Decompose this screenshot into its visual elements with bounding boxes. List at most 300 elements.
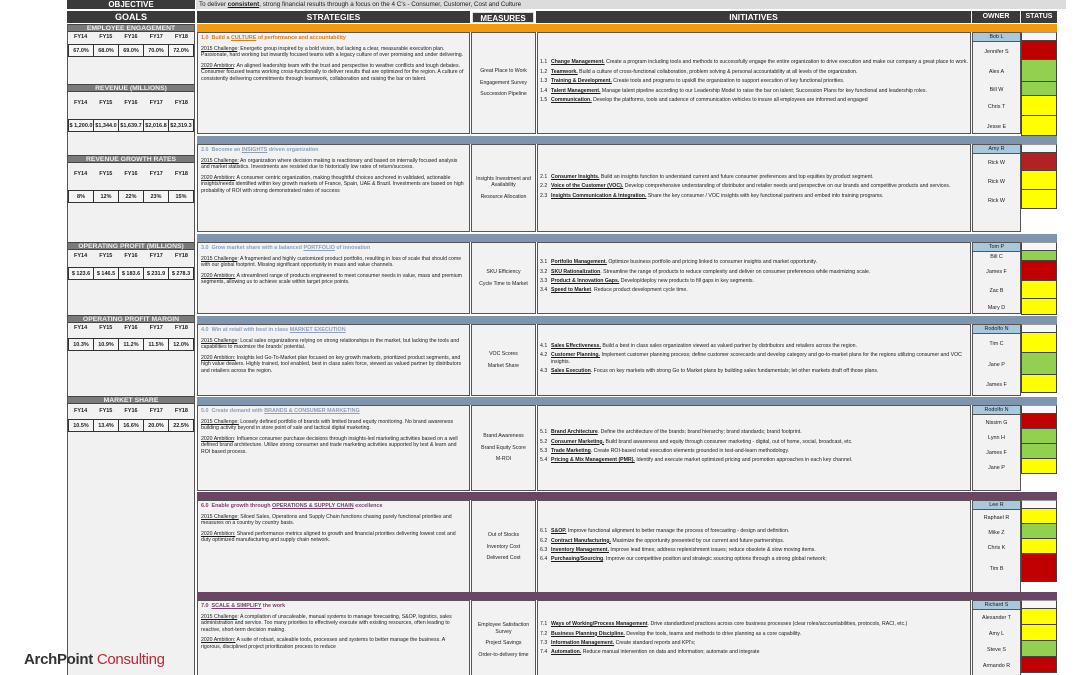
strategy-title-key: INSIGHTS xyxy=(241,147,268,153)
goal-value: $1,344.0 xyxy=(94,119,119,132)
initiative-owner: Steve S xyxy=(987,647,1006,653)
goal-values xyxy=(68,190,194,203)
measure-item: Brand Awareness xyxy=(483,433,524,440)
initiative-owner: Mike Z xyxy=(988,529,1005,536)
logo-archpoint: ArchPoint xyxy=(24,651,93,668)
goal-year: FY16 xyxy=(124,325,138,331)
initiative-title: Communication. xyxy=(551,97,592,104)
owner-header: OWNER xyxy=(972,11,1020,23)
measure-item: Employee Satisfaction Survey xyxy=(477,622,530,635)
measures-cell xyxy=(471,242,536,314)
initiative-item xyxy=(540,621,968,627)
goal-title: EMPLOYEE ENGAGEMENT xyxy=(68,24,194,32)
status-indicator-yellow xyxy=(1021,281,1057,299)
status-column xyxy=(1021,324,1057,393)
ambition-text: A suite of robust, scaleable tools, processes and systems to better manage the business. A rigorous, disciplined project prioritization process to reduce xyxy=(201,637,445,650)
initiative-owner: Alexander T xyxy=(982,615,1011,621)
strategy-title xyxy=(201,603,466,610)
measures-cell xyxy=(471,324,536,396)
initiative-item xyxy=(540,78,968,84)
initiative-owner: Rick W xyxy=(987,160,1006,166)
initiative-owner: Jane P xyxy=(988,362,1005,368)
goal-year: FY15 xyxy=(99,171,113,177)
goal-value: 10.5% xyxy=(68,419,94,432)
goal-year: FY16 xyxy=(124,34,138,40)
strategy-ambition xyxy=(201,436,466,456)
strategy-ambition xyxy=(201,63,466,83)
section-band xyxy=(197,234,1057,242)
initiatives-header: INITIATIVES xyxy=(536,11,971,23)
challenge-text: Siloed Sales, Operations and Supply Chain functions chasing purely functional priorities and measures on a country by country basis. xyxy=(201,513,452,527)
goal-year: FY17 xyxy=(149,253,163,259)
initiative-number: 6.1 xyxy=(540,528,548,535)
lead-owner: Rodolfo N xyxy=(973,325,1020,334)
status-indicator-red xyxy=(1021,554,1057,582)
initiative-number: 7.1 xyxy=(540,621,548,628)
goal-value: 20.0% xyxy=(144,419,169,432)
status-lead xyxy=(1021,242,1057,251)
goal-year: FY14 xyxy=(74,171,88,177)
goal-value: 10.3% xyxy=(68,338,94,351)
initiative-title: Information Management. xyxy=(551,640,615,646)
initiative-owner: Chris K xyxy=(987,544,1006,551)
challenge-label: 2015 Challenge: xyxy=(201,157,239,164)
initiative-item xyxy=(540,269,968,275)
initiative-text: Improve lead times; address replenishment issues; reduce obsolete & slow moving items. xyxy=(608,547,816,553)
initiative-text: . Define the architecture of the brands; brand hierarchy; brand standards; brand footprint. xyxy=(597,429,802,436)
status-indicator-green xyxy=(1021,641,1057,657)
goal-year: FY16 xyxy=(124,253,138,259)
challenge-label: 2015 Challenge xyxy=(201,613,238,620)
initiative-number: 3.4 xyxy=(540,287,548,294)
strategies-header: STRATEGIES xyxy=(197,11,470,23)
challenge-label: 2015 Challenge xyxy=(201,45,238,52)
initiative-item xyxy=(540,343,968,349)
goal-years xyxy=(68,324,194,332)
challenge-text: : Local sales organizations relying on strong relationships in the market, but lacking the tools and capabilities to maximize the brands' potential. xyxy=(201,337,460,351)
status-indicator-green xyxy=(1021,353,1057,375)
initiative-item xyxy=(540,448,968,454)
initiative-title: Change Management. xyxy=(551,59,605,66)
strategy-title-pre: Win at retail with best in class xyxy=(211,327,290,333)
initiative-number: 5.4 xyxy=(540,457,548,464)
challenge-text: : A fragmented and highly customized product portfolio, resulting in loss of scale that should come with our global footprint. Missing significant opportunity in mass and value channels. xyxy=(201,255,462,269)
status-indicator-yellow xyxy=(1021,539,1057,554)
status-indicator-yellow xyxy=(1021,625,1057,641)
initiative-owner: Zac B xyxy=(989,288,1004,294)
goal-years xyxy=(68,99,194,107)
challenge-text: : Energetic group inspired by a bold vision, but lacking a clear, measurable execution plan. Passionate, hard working but inwardly focused teams with a legacy culture of over promising and under delivering. xyxy=(201,45,464,59)
measure-item: Resource Allocation xyxy=(480,193,527,200)
initiative-item xyxy=(540,538,968,544)
initiative-number: 5.1 xyxy=(540,429,548,436)
initiative-title: Voice of the Customer (VOC). xyxy=(551,183,624,190)
goal-title: REVENUE GROWTH RATES xyxy=(68,155,194,163)
strategy-challenge xyxy=(201,158,466,171)
status-lead xyxy=(1021,600,1057,609)
measure-item: Engagement Survey xyxy=(479,79,527,86)
initiative-title: Sales Effectiveness. xyxy=(551,342,601,349)
goal-value: 11.2% xyxy=(119,338,144,351)
initiative-number: 6.4 xyxy=(540,556,548,563)
status-indicator-yellow xyxy=(1021,171,1057,190)
goal-block xyxy=(68,84,194,129)
goal-value: 13.4% xyxy=(94,419,119,432)
goal-title: OPERATING PROFIT (MILLIONS) xyxy=(68,242,194,250)
goal-block xyxy=(68,315,194,348)
initiative-owner: Mary D xyxy=(987,305,1006,311)
owner-cell xyxy=(972,405,1021,491)
initiative-text: Build brand awareness and equity through consumer marketing - digital, out of home, social, broadcast, etc. xyxy=(604,438,853,445)
initiative-number: 1.1 xyxy=(540,59,548,66)
status-indicator-green xyxy=(1021,524,1057,539)
strategy-challenge xyxy=(201,338,466,351)
initiative-owner: Tim B xyxy=(989,566,1004,572)
initiative-text: Create tools and programs to upskill the organization to support execution of key functional priorities. xyxy=(611,78,845,85)
initiative-title: Inventory Management. xyxy=(551,547,609,553)
goal-year: FY14 xyxy=(74,253,88,259)
status-indicator-red xyxy=(1021,261,1057,281)
goal-value: 22% xyxy=(119,190,144,203)
goal-value: 72.0% xyxy=(169,44,194,57)
owner-cell xyxy=(972,32,1021,134)
ambition-label: 2020 Ambition: xyxy=(201,272,236,279)
initiative-number: 1.4 xyxy=(540,87,548,94)
strategy-cell xyxy=(197,600,470,675)
initiative-title: Consumer Marketing. xyxy=(551,438,605,445)
ambition-label: 2020 Ambition: xyxy=(201,354,236,361)
initiative-text: Develop comprehensive understanding of distributor and retailer needs and perspective on our brands and competitive products and services. xyxy=(623,183,951,190)
goal-year: FY16 xyxy=(124,408,138,414)
initiative-title: Automation. xyxy=(551,649,582,656)
initiative-item xyxy=(540,278,968,284)
initiative-title: Consumer Insights. xyxy=(551,173,600,180)
initiative-number: 1.2 xyxy=(540,68,548,75)
initiative-number: 7.2 xyxy=(540,630,548,637)
status-indicator-yellow xyxy=(1021,609,1057,625)
goal-year: FY18 xyxy=(174,171,188,177)
initiative-owner: James F xyxy=(986,449,1007,456)
strategy-title-key: CULTURE xyxy=(230,35,257,41)
goal-year: FY14 xyxy=(74,34,88,40)
strategy-title xyxy=(201,245,466,252)
section-band xyxy=(197,136,1057,144)
initiative-text: . Streamline the range of products to reduce complexity and deliver on consumer preferences while maximizing scale. xyxy=(600,268,871,275)
initiative-owner: Bill C xyxy=(990,254,1003,260)
initiative-title: Speed to Market xyxy=(551,287,592,294)
initiative-title: Ways of Working/Process Management xyxy=(551,621,648,628)
strategy-title-post: of innovation xyxy=(334,245,371,251)
goal-value: $ 183.6 xyxy=(119,267,144,280)
strategy-challenge xyxy=(201,614,466,634)
status-lead xyxy=(1021,324,1057,333)
goals-column xyxy=(67,24,195,675)
strategy-number: 7.0 xyxy=(201,603,209,609)
initiative-text: Share the key consumer / VOC insights with key functional partners and embed into training programs. xyxy=(646,192,884,199)
measure-item: Inventory Cost xyxy=(486,543,521,550)
status-indicator-red xyxy=(1021,41,1057,60)
goal-value: $ 1,200.0 xyxy=(68,119,94,132)
strategy-title-post: driven organization xyxy=(267,147,319,153)
initiative-item xyxy=(540,556,968,562)
section-band xyxy=(197,316,1057,324)
lead-owner: Tom P xyxy=(973,243,1020,252)
lead-owner: Rodolfo N xyxy=(973,406,1020,415)
initiative-number: 1.3 xyxy=(540,78,548,85)
status-indicator-yellow xyxy=(1021,333,1057,353)
initiatives-cell xyxy=(537,600,971,675)
goal-value: 10.9% xyxy=(94,338,119,351)
goal-year: FY18 xyxy=(174,34,188,40)
lead-owner: Richard S xyxy=(973,601,1020,610)
goal-year: FY17 xyxy=(149,325,163,331)
goal-year: FY18 xyxy=(174,100,188,106)
strategy-challenge xyxy=(201,514,466,527)
strategy-title-pre: Become an xyxy=(211,147,242,153)
goal-year: FY16 xyxy=(124,100,138,106)
measure-item: M-ROI xyxy=(495,456,512,463)
initiative-item xyxy=(540,352,968,365)
initiative-title: Business Planning Discipline. xyxy=(551,630,625,637)
initiative-number: 2.2 xyxy=(540,183,548,190)
initiative-item xyxy=(540,547,968,553)
challenge-label: 2015 Challenge: xyxy=(201,513,239,520)
archpoint-logo xyxy=(24,651,165,668)
ambition-text: : Influence consumer purchase decisions through insights-led marketing activities based on a well defined brand architecture. Utilize strong consumer and trade marketing activities supported by test & learn and ROI based process. xyxy=(201,435,458,455)
goal-block xyxy=(68,155,194,200)
goal-title: OPERATING PROFIT MARGIN xyxy=(68,315,194,323)
status-indicator-yellow xyxy=(1021,509,1057,524)
status-column xyxy=(1021,242,1057,315)
goal-block xyxy=(68,242,194,277)
initiative-title: Contract Manufacturing. xyxy=(551,537,611,544)
challenge-text: Loosely defined portfolio of brands with limited brand equity monitoring. No brand awareness building activity beyond in store point of sale and tactical digital marketing. xyxy=(201,418,454,432)
measures-cell xyxy=(471,32,536,134)
status-indicator-red xyxy=(1021,657,1057,673)
objective-suffix: , strong financial results through a focus on the 4 C's - Consumer, Customer, Cost and Culture xyxy=(259,1,522,8)
initiative-item xyxy=(540,528,968,534)
initiative-title: Training & Development. xyxy=(551,78,612,85)
goal-title: REVENUE (MILLIONS) xyxy=(68,84,194,92)
initiative-number: 7.3 xyxy=(540,640,548,646)
initiative-owner: Rick W xyxy=(987,178,1006,185)
ambition-label: 2020 Ambition xyxy=(201,435,234,442)
goal-value: 23% xyxy=(144,190,169,203)
initiative-item xyxy=(540,174,968,180)
initiative-owner: Jennifer S xyxy=(984,48,1009,55)
initiative-item xyxy=(540,649,968,655)
goal-title: MARKET SHARE xyxy=(68,396,194,404)
initiative-text: Optimize business portfolio and pricing linked to consumer insights and market opportunity. xyxy=(606,259,818,266)
section-band xyxy=(197,397,1057,405)
status-indicator-yellow xyxy=(1021,299,1057,315)
goal-block xyxy=(68,24,194,54)
status-column xyxy=(1021,405,1057,474)
initiative-item xyxy=(540,59,968,65)
initiatives-cell xyxy=(537,32,971,134)
initiatives-cell xyxy=(537,324,971,396)
goal-year: FY17 xyxy=(149,408,163,414)
goal-year: FY15 xyxy=(99,325,113,331)
initiative-number: 5.3 xyxy=(540,448,548,454)
initiative-owner: Amy L xyxy=(988,631,1005,637)
ambition-label: 2020 Ambition: xyxy=(201,174,236,181)
goal-value: 67.0% xyxy=(68,44,94,57)
owner-cell xyxy=(972,500,1021,594)
initiatives-cell xyxy=(537,242,971,314)
strategy-number: 1.0 xyxy=(201,35,209,41)
strategy-title-post: the work xyxy=(261,603,286,609)
goal-year: FY16 xyxy=(124,171,138,177)
initiative-number: 4.2 xyxy=(540,352,548,359)
initiative-text: Identify and execute market optimized pricing and promotion approaches in each key channel. xyxy=(634,457,853,464)
goal-values xyxy=(68,338,194,351)
initiative-title: Insights Communication & Integration. xyxy=(551,192,647,199)
initiative-title: Brand Architecture xyxy=(551,429,598,436)
goal-value: 69.0% xyxy=(119,44,144,57)
ambition-label: 2020 Ambition: xyxy=(201,530,236,537)
initiative-item xyxy=(540,640,968,646)
initiative-title: Portfolio Management. xyxy=(551,259,607,266)
initiative-text: Reduce manual intervention on data and information; automate and integrate xyxy=(581,649,760,656)
strategy-title-pre: Create demand with xyxy=(211,408,265,414)
section-band xyxy=(197,24,1057,32)
goal-values xyxy=(68,419,194,432)
strategy-ambition xyxy=(201,273,466,286)
measure-item: Out of Stocks xyxy=(487,532,520,539)
initiative-owner: Armando R xyxy=(982,663,1011,669)
initiative-title: Pricing & Mix Management (PMR). xyxy=(551,457,635,464)
initiative-text: Develop the platforms, tools and cadence of communication vehicles to insure all employees are informed and engaged xyxy=(591,97,868,104)
initiative-number: 6.3 xyxy=(540,547,548,553)
initiative-owner: Raphael R xyxy=(983,514,1010,521)
objective-prefix: To deliver xyxy=(199,1,228,8)
initiative-text: . Improve our competitive position and strategic sourcing options through a strong global network; xyxy=(603,556,827,563)
measure-item: SKU Efficiency xyxy=(486,269,521,275)
strategy-title-pre: Enable growth through xyxy=(211,503,272,509)
strategy-cell xyxy=(197,500,470,594)
strategy-ambition xyxy=(201,531,466,544)
goal-year: FY14 xyxy=(74,408,88,414)
goal-value: $ 146.5 xyxy=(94,267,119,280)
status-indicator-yellow xyxy=(1021,375,1057,393)
initiative-text: Improve functional alignment to better manage the process of forecasting - design and definition. xyxy=(566,528,790,535)
ambition-text: Insights led Go-To-Market plan focused on key growth markets, prioritized product segments, and high value dealers. Highly trained, tool enabled, best in class sales force, viewed as valued partner by distributors and retailers across the region. xyxy=(201,354,462,374)
initiative-text: Develop/deploy new products to fill gaps in key segments. xyxy=(619,278,754,284)
initiative-text: Manage talent pipeline according to our Leadership Model to raise the bar on talent; Succession Plans for key functional and leadership roles. xyxy=(600,87,927,94)
initiative-item xyxy=(540,69,968,75)
strategy-ambition xyxy=(201,175,466,195)
status-indicator-yellow xyxy=(1021,116,1057,136)
measures-cell xyxy=(471,500,536,594)
strategy-cell xyxy=(197,32,470,134)
strategy-title-key: MARKET EXECUTION xyxy=(289,327,346,333)
status-indicator-yellow xyxy=(1021,190,1057,209)
measure-item: Succession Pipeline xyxy=(480,91,527,98)
status-lead xyxy=(1021,32,1057,41)
initiative-number: 2.3 xyxy=(540,192,548,199)
initiative-text: Create standard reports and KPI's; xyxy=(614,640,696,646)
section-band xyxy=(197,592,1057,600)
owner-cell xyxy=(972,600,1021,675)
strategy-title xyxy=(201,327,466,334)
goal-value: 8% xyxy=(68,190,94,203)
initiative-number: 3.2 xyxy=(540,268,548,275)
strategy-cell xyxy=(197,242,470,314)
initiative-title: Trade Marketing xyxy=(551,448,591,454)
strategy-challenge xyxy=(201,46,466,59)
status-indicator-darkred xyxy=(1021,153,1057,171)
goal-value: 16.6% xyxy=(119,419,144,432)
measure-item: Cycle Time to Market xyxy=(479,280,528,287)
status-indicator-green xyxy=(1021,444,1057,459)
strategy-title-key: PORTFOLIO xyxy=(303,245,335,251)
measures-cell xyxy=(471,144,536,232)
measures-header: MEASURES xyxy=(472,12,534,23)
goal-years xyxy=(68,407,194,415)
strategy-number: 5.0 xyxy=(201,408,209,414)
goal-value: 12.0% xyxy=(169,338,194,351)
goal-value: 68.0% xyxy=(94,44,119,57)
initiative-text: Create a program including tools and methods to successfully engage the entire organization to drive execution and make our company a great place to work. xyxy=(604,59,968,66)
owner-cell xyxy=(972,242,1021,314)
initiative-text: Implement customer planning process; define customer scorecards and develop category and go-to-market plans for the regions utilizing consumer and VOC insights. xyxy=(551,352,962,365)
status-lead xyxy=(1021,144,1057,153)
strategy-title-key: OPERATIONS & SUPPLY CHAIN xyxy=(272,503,354,509)
goal-value: 15% xyxy=(169,190,194,203)
initiatives-cell xyxy=(537,405,971,491)
owner-cell xyxy=(972,144,1021,232)
strategy-number: 6.0 xyxy=(201,503,209,509)
goal-year: FY18 xyxy=(174,325,188,331)
initiative-item xyxy=(540,368,968,374)
initiative-owner: Bill W xyxy=(989,87,1004,93)
status-column xyxy=(1021,500,1057,582)
initiative-title: Customer Planning. xyxy=(551,352,600,359)
goal-year: FY18 xyxy=(174,253,188,259)
initiative-number: 6.2 xyxy=(540,537,548,544)
goal-values xyxy=(68,44,194,57)
ambition-text: A consumer centric organization, making thoughtful choices anchored in validated, actionable insights/needs identified within key growth markets of France, Spain, UAE & Brazil. Investments are based on high probability of ROI with strong demonstrated rates of success xyxy=(201,174,464,194)
strategy-title-key: BRANDS & CONSUMER MARKETING xyxy=(264,408,360,414)
goal-value: $1,639.7 xyxy=(119,119,144,132)
initiative-title: S&OP. xyxy=(551,528,567,535)
status-indicator-green xyxy=(1021,60,1057,82)
strategy-title xyxy=(201,408,466,415)
strategy-challenge xyxy=(201,256,466,269)
initiative-number: 7.4 xyxy=(540,649,548,656)
goal-year: FY15 xyxy=(99,100,113,106)
objective-text xyxy=(196,0,1066,9)
measure-item: Insights Investment and Availability xyxy=(476,175,531,189)
goal-value: $ 231.9 xyxy=(144,267,169,280)
initiative-text: . Reduce product development cycle time. xyxy=(591,287,688,294)
initiative-owner: James F xyxy=(986,382,1007,388)
strategy-number: 2.0 xyxy=(201,147,209,153)
initiative-text: Build a best in class sales organization viewed as valued partner by distributors and retailers across the region. xyxy=(600,342,857,349)
measure-item: Order-to-delivery time xyxy=(478,651,529,658)
strategy-number: 4.0 xyxy=(201,327,209,333)
lead-owner: Bob L xyxy=(973,33,1020,42)
strategy-title-key: SCALE & SIMPLIFY xyxy=(211,603,262,609)
initiative-owner: Nissim G xyxy=(985,419,1008,426)
goal-years xyxy=(68,252,194,260)
challenge-label: 2015 Challenge xyxy=(201,255,238,262)
ambition-label: 2020 Ambition: xyxy=(201,637,236,644)
initiative-text: . Focus on key markets with strong Go to Market plans by building sales fundamentals; let other markets draft off those plans. xyxy=(590,367,879,374)
initiative-item xyxy=(540,631,968,637)
initiative-number: 5.2 xyxy=(540,438,548,445)
